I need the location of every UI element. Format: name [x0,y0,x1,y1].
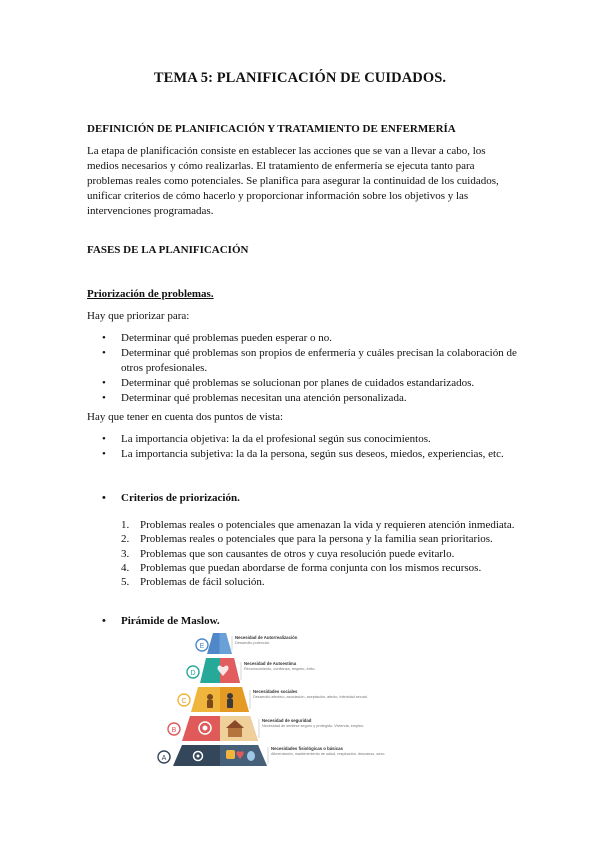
list-item: 2. Problemas reales o potenciales que para la persona y la familia sean prioritarios. [121,533,493,546]
svg-text:Necesidad de seguridad: Necesidad de seguridad [262,718,312,723]
paragraph-line: intervenciones programadas. [87,205,214,217]
list-item: • La importancia subjetiva: la da la persona, según sus deseos, miedos, experiencias, etc. [87,447,517,462]
subheading-priorizacion: Priorización de problemas. [87,288,214,300]
paragraph-line: La etapa de planificación consiste en establecer las acciones que se van a llevar a cabo, los [87,145,486,157]
food-icon [226,750,235,759]
svg-text:E: E [199,643,205,650]
list-item: • Determinar qué problemas son propios de enfermería y cuáles precisan la colaboración de otros profesionales. [87,346,517,376]
svg-text:C: C [181,698,187,705]
bullet-dot: • [102,615,106,627]
paragraph-line: medios necesarios y cómo realizarlas. El tratamiento de enfermería se ejecuta tanto para [87,160,475,172]
svg-text:Necesidades sociales: Necesidades sociales [253,689,298,694]
list-item: • La importancia objetiva: la da el profesional según sus conocimientos. [87,432,517,447]
criterios-heading-label: Criterios de priorización. [121,492,240,504]
svg-text:Necesidad de Autorrealización: Necesidad de Autorrealización [235,635,298,640]
list-item: 5. Problemas de fácil solución. [121,576,265,589]
priorizar-bullet-list [87,331,517,406]
svg-text:Desarrollo potencial.: Desarrollo potencial. [235,641,270,645]
svg-text:A: A [161,755,167,762]
bullet-dot: • [102,492,106,504]
list-item: • Determinar qué problemas pueden esperar o no. [87,331,517,346]
paragraph-line: unificar criterios de cómo hacerlo y proporcionar información sobre los objetivos y las [87,190,469,202]
svg-text:Necesidad de Autoestima: Necesidad de Autoestima [244,661,297,666]
list-item: 1. Problemas reales o potenciales que amenazan la vida y requieren atención inmediata. [121,519,515,531]
maslow-pyramid-figure [118,630,386,770]
svg-text:D: D [190,670,196,677]
pyramid-level-b [168,716,364,741]
list-item: • Determinar qué problemas se solucionan por planes de cuidados estandarizados. [87,376,517,391]
intro-priorizar: Hay que priorizar para: [87,310,190,322]
definition-paragraph [87,144,517,219]
pyramid-level-c [178,687,368,712]
paragraph-line: problemas reales como potenciales. Se planifica para asegurar la continuidad de los cuidados, [87,175,499,187]
list-item: 4. Problemas que puedan abordarse de forma conjunta con los mismos recursos. [121,561,482,574]
svg-text:Alimentación, mantenimiento de: Alimentación, mantenimiento de salud, respiración, descanso, sexo. [271,752,386,756]
list-item: • Determinar qué problemas necesitan una atención personalizada. [87,391,517,406]
page-title: TEMA 5: PLANIFICACIÓN DE CUIDADOS. [153,70,447,86]
svg-text:Necesidades fisiológicas o bás: Necesidades fisiológicas o básicas [271,746,343,751]
section-heading-definicion: DEFINICIÓN DE PLANIFICACIÓN Y TRATAMIENTO DE ENFERMERÍA [87,123,456,135]
criterios-numbered-list [87,518,517,589]
people-icon [227,693,233,699]
section-heading-fases: FASES DE LA PLANIFICACIÓN [87,244,249,256]
intro-puntos-de-vista: Hay que tener en cuenta dos puntos de vista: [87,411,284,423]
list-item: 3. Problemas que son causantes de otros y cuya resolución puede evitarlo. [121,547,455,560]
svg-text:B: B [171,727,177,734]
pyramid-level-a [158,745,385,766]
pyramid-level-d [187,658,316,683]
svg-text:Reconocimiento, confianza, res: Reconocimiento, confianza, respeto, éxito. [244,667,316,671]
pyramid-level-e [196,633,298,654]
maslow-heading-label: Pirámide de Maslow. [121,615,220,627]
svg-text:Desarrollo afectivo, asociació: Desarrollo afectivo, asociación, aceptación, afecto, intimidad sexual. [253,695,368,699]
svg-text:Necesidad de sentirse seguro y: Necesidad de sentirse seguro y protegido. Vivienda, empleo. [262,724,365,728]
people-icon [207,694,213,700]
puntos-de-vista-list [87,432,517,462]
lungs-icon [247,751,255,761]
